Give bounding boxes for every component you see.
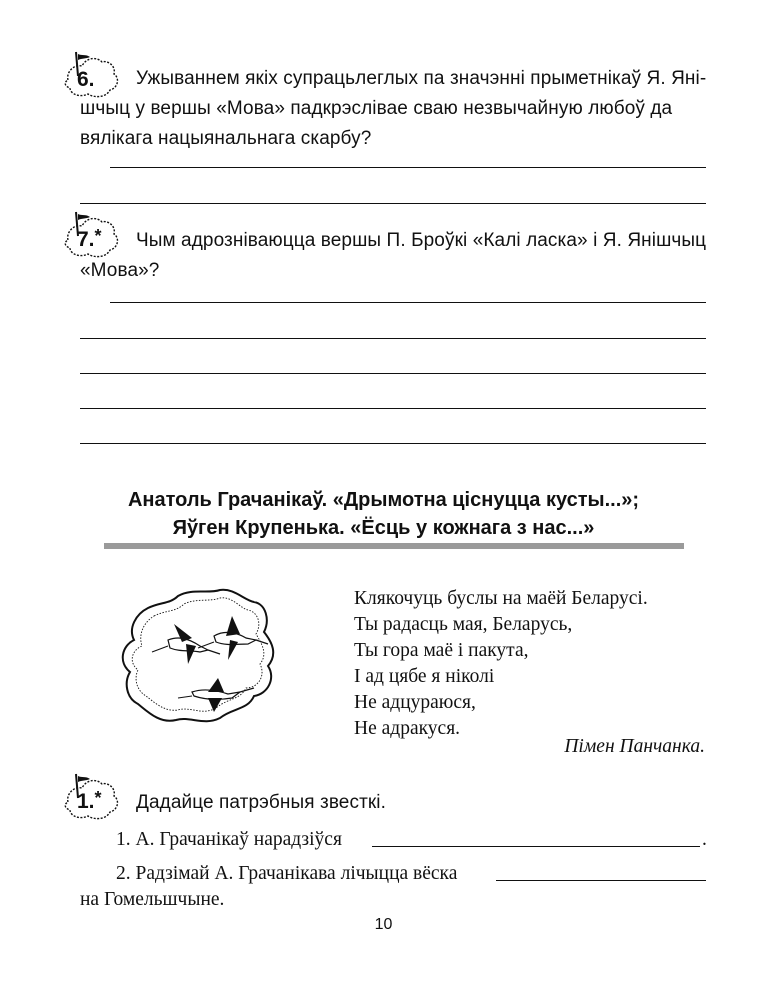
epigraph-line: Ты радасць мая, Беларусь,	[354, 614, 573, 635]
epigraph-author: Пімен Панчанка.	[564, 736, 705, 757]
belarus-storks-illustration	[108, 580, 288, 740]
task-1-item-1: 1. А. Грачанікаў нарадзіўся	[116, 829, 342, 850]
section-title-line-2: Яўген Крупенька. «Ёсць у кожнага з нас...»	[172, 517, 595, 539]
answer-line-6-2[interactable]	[80, 203, 706, 204]
answer-line-7-3[interactable]	[80, 373, 706, 374]
answer-line-7-4[interactable]	[80, 408, 706, 409]
question-7-line-2: «Мова»?	[80, 260, 160, 281]
fill-line-birth[interactable]	[372, 846, 700, 847]
question-6-line-1: Ужываннем якіх супрацьлеглых па значэнні прыметнікаў Я. Яні-	[136, 68, 707, 89]
epigraph-line: Ты гора маё і пакута,	[354, 640, 529, 661]
section-title-line-1: Анатоль Грачанікаў. «Дрымотна ціснуцца кусты...»;	[127, 489, 640, 511]
question-7-line-1: Чым адрозніваюцца вершы П. Броўкі «Калі ласка» і Я. Янішчыц	[136, 230, 707, 251]
question-6-badge	[60, 50, 120, 100]
task-1-item-2: 2. Радзімай А. Грачанікава лічыцца вёска	[116, 863, 458, 884]
epigraph-poem	[354, 586, 648, 742]
question-6-continuation	[80, 94, 720, 154]
task-1-item-2-continuation: на Гомельшчыне.	[80, 889, 225, 910]
epigraph-line: Не адракуся.	[354, 718, 461, 739]
asterisk-icon: *	[94, 788, 102, 808]
question-7-badge	[60, 210, 120, 260]
question-7-continuation	[80, 256, 159, 286]
epigraph-line: І ад цябе я ніколі	[354, 666, 495, 687]
belarus-map-storks-icon	[108, 580, 288, 740]
question-7-number: 7.*	[77, 226, 102, 251]
epigraph-line: Не адцураюся,	[354, 692, 476, 713]
epigraph-line: Клякочуць буслы на маёй Беларусі.	[354, 588, 648, 609]
task-1-item-1-period: .	[702, 829, 707, 850]
fill-line-village[interactable]	[496, 880, 706, 881]
task-1-badge	[60, 772, 120, 822]
task-1-number: 1.*	[77, 788, 102, 813]
section-divider	[104, 543, 684, 549]
question-6-number: 6.	[77, 68, 95, 91]
section-title	[0, 486, 767, 542]
answer-line-6-1[interactable]	[110, 167, 706, 168]
asterisk-icon: *	[94, 226, 102, 246]
question-6-line-3: вялікага нацыянальнага скарбу?	[80, 128, 372, 149]
question-6-line-2: шчыц у вершы «Мова» падкрэслівае сваю незвычайную любоў да	[80, 98, 673, 119]
page-number: 10	[374, 916, 393, 933]
question-6-text	[136, 64, 716, 94]
answer-line-7-5[interactable]	[80, 443, 706, 444]
question-7-text	[136, 226, 716, 256]
task-1-prompt: Дадайце патрэбныя звесткі.	[136, 792, 386, 813]
answer-line-7-1[interactable]	[110, 302, 706, 303]
answer-line-7-2[interactable]	[80, 338, 706, 339]
